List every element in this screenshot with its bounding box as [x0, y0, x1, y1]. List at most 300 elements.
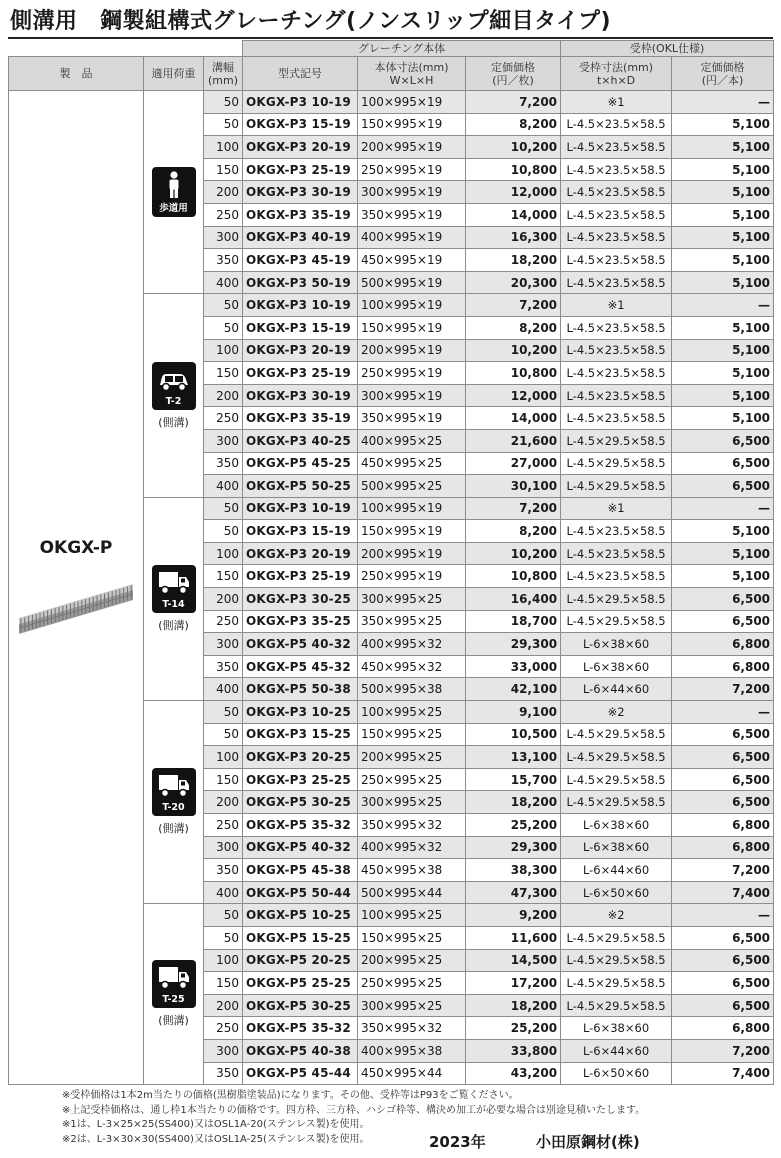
header-frame-price: 定価価格 (円／本)	[672, 57, 774, 91]
frame-dims-cell: L-4.5×23.5×58.5	[561, 542, 672, 565]
frame-dims-cell: L-6×44×60	[561, 1039, 672, 1062]
header-blank	[9, 41, 243, 57]
width-cell: 100	[204, 746, 243, 769]
frame-price-cell: 6,800	[672, 1017, 774, 1040]
price-cell: 38,300	[466, 859, 561, 882]
price-cell: 18,200	[466, 791, 561, 814]
frame-price-cell: 5,100	[672, 565, 774, 588]
width-cell: 400	[204, 271, 243, 294]
frame-price-cell: 6,800	[672, 836, 774, 859]
frame-dims-cell: ※1	[561, 91, 672, 114]
dims-cell: 150×995×19	[358, 113, 466, 136]
dims-cell: 150×995×25	[358, 926, 466, 949]
frame-price-cell: 6,500	[672, 926, 774, 949]
price-cell: 7,200	[466, 294, 561, 317]
price-cell: 42,100	[466, 678, 561, 701]
frame-dims-cell: L-6×38×60	[561, 633, 672, 656]
dims-cell: 200×995×19	[358, 542, 466, 565]
header-product: 製 品	[9, 57, 144, 91]
frame-price-cell: 5,100	[672, 520, 774, 543]
model-cell: OKGX-P3 25-19	[243, 158, 358, 181]
width-cell: 50	[204, 294, 243, 317]
model-cell: OKGX-P3 50-19	[243, 271, 358, 294]
dims-cell: 450×995×19	[358, 249, 466, 272]
frame-dims-cell: L-4.5×23.5×58.5	[561, 339, 672, 362]
width-cell: 50	[204, 926, 243, 949]
width-cell: 50	[204, 497, 243, 520]
price-cell: 8,200	[466, 316, 561, 339]
frame-price-cell: 5,100	[672, 407, 774, 430]
width-cell: 50	[204, 904, 243, 927]
model-cell: OKGX-P5 10-25	[243, 904, 358, 927]
dims-cell: 400×995×38	[358, 1039, 466, 1062]
frame-dims-cell: L-4.5×29.5×58.5	[561, 746, 672, 769]
price-cell: 10,200	[466, 136, 561, 159]
table-row	[9, 91, 774, 114]
dims-cell: 450×995×32	[358, 655, 466, 678]
frame-price-cell: 6,500	[672, 994, 774, 1017]
footer-company: 小田原鋼材(株)	[536, 1133, 640, 1151]
price-cell: 7,200	[466, 497, 561, 520]
width-cell: 400	[204, 475, 243, 498]
model-cell: OKGX-P3 25-25	[243, 768, 358, 791]
frame-dims-cell: L-4.5×23.5×58.5	[561, 181, 672, 204]
frame-dims-cell: L-4.5×23.5×58.5	[561, 565, 672, 588]
load-cell	[144, 701, 204, 904]
price-cell: 12,000	[466, 181, 561, 204]
frame-price-cell: 5,100	[672, 136, 774, 159]
car-icon	[156, 382, 192, 396]
frame-price-cell: —	[672, 91, 774, 114]
model-cell: OKGX-P5 45-25	[243, 452, 358, 475]
price-cell: 29,300	[466, 836, 561, 859]
dims-cell: 100×995×19	[358, 294, 466, 317]
width-cell: 300	[204, 226, 243, 249]
dims-cell: 500×995×44	[358, 881, 466, 904]
frame-dims-cell: ※2	[561, 701, 672, 724]
frame-dims-cell: L-4.5×23.5×58.5	[561, 136, 672, 159]
price-cell: 10,200	[466, 542, 561, 565]
price-cell: 18,200	[466, 249, 561, 272]
frame-dims-cell: L-4.5×23.5×58.5	[561, 362, 672, 385]
width-cell: 400	[204, 881, 243, 904]
frame-price-cell: 5,100	[672, 339, 774, 362]
frame-dims-cell: L-6×44×60	[561, 678, 672, 701]
price-cell: 16,300	[466, 226, 561, 249]
model-cell: OKGX-P3 15-19	[243, 316, 358, 339]
dims-cell: 400×995×19	[358, 226, 466, 249]
truck-icon	[156, 788, 192, 802]
price-cell: 14,500	[466, 949, 561, 972]
frame-dims-cell: L-4.5×29.5×58.5	[561, 429, 672, 452]
width-cell: 150	[204, 768, 243, 791]
header-load: 適用荷重	[144, 57, 204, 91]
dims-cell: 250×995×19	[358, 565, 466, 588]
load-sub: (側溝)	[158, 618, 189, 632]
width-cell: 250	[204, 407, 243, 430]
price-cell: 9,100	[466, 701, 561, 724]
header-width: 溝幅 (mm)	[204, 57, 243, 91]
width-cell: 50	[204, 520, 243, 543]
dims-cell: 500×995×19	[358, 271, 466, 294]
frame-price-cell: 7,400	[672, 1062, 774, 1085]
frame-price-cell: 7,400	[672, 881, 774, 904]
note-line: ※1は、L-3×25×25(SS400)又はOSL1A-20(ステンレス製)を使用。	[62, 1119, 370, 1130]
width-cell: 300	[204, 429, 243, 452]
price-cell: 9,200	[466, 904, 561, 927]
frame-dims-cell: L-4.5×29.5×58.5	[561, 994, 672, 1017]
load-sub: (側溝)	[158, 822, 189, 836]
model-cell: OKGX-P5 45-44	[243, 1062, 358, 1085]
frame-price-cell: 6,500	[672, 723, 774, 746]
frame-price-cell: 7,200	[672, 1039, 774, 1062]
dims-cell: 400×995×32	[358, 836, 466, 859]
note-line: ※上記受枠価格は、通し枠1本当たりの価格です。四方枠、三方枠、ハシゴ枠等、構決め加工が必要な場合は別途見積いたします。	[62, 1104, 646, 1116]
width-cell: 50	[204, 113, 243, 136]
price-cell: 20,300	[466, 271, 561, 294]
model-cell: OKGX-P3 40-19	[243, 226, 358, 249]
width-cell: 100	[204, 542, 243, 565]
dims-cell: 150×995×19	[358, 316, 466, 339]
width-cell: 300	[204, 1039, 243, 1062]
dims-cell: 100×995×19	[358, 91, 466, 114]
load-sub: (側溝)	[158, 415, 189, 429]
price-cell: 7,200	[466, 91, 561, 114]
model-cell: OKGX-P3 15-19	[243, 520, 358, 543]
model-cell: OKGX-P5 40-32	[243, 836, 358, 859]
frame-price-cell: 5,100	[672, 384, 774, 407]
frame-price-cell: 6,500	[672, 475, 774, 498]
model-cell: OKGX-P3 30-25	[243, 588, 358, 611]
grating-product-image	[17, 576, 135, 634]
note-line: ※2は、L-3×30×30(SS400)又はOSL1A-25(ステンレス製)を使用。	[62, 1133, 370, 1145]
truck-icon	[156, 585, 192, 599]
frame-price-cell: —	[672, 904, 774, 927]
width-cell: 350	[204, 452, 243, 475]
frame-price-cell: 5,100	[672, 181, 774, 204]
frame-price-cell: 6,800	[672, 655, 774, 678]
width-cell: 250	[204, 610, 243, 633]
model-cell: OKGX-P5 40-32	[243, 633, 358, 656]
model-cell: OKGX-P3 10-19	[243, 497, 358, 520]
width-cell: 250	[204, 203, 243, 226]
model-cell: OKGX-P5 50-38	[243, 678, 358, 701]
frame-price-cell: 5,100	[672, 113, 774, 136]
model-cell: OKGX-P3 45-19	[243, 249, 358, 272]
frame-price-cell: 5,100	[672, 249, 774, 272]
model-cell: OKGX-P5 50-44	[243, 881, 358, 904]
price-cell: 25,200	[466, 1017, 561, 1040]
dims-cell: 250×995×25	[358, 972, 466, 995]
frame-dims-cell: L-4.5×23.5×58.5	[561, 249, 672, 272]
price-cell: 17,200	[466, 972, 561, 995]
model-cell: OKGX-P3 25-19	[243, 362, 358, 385]
width-cell: 300	[204, 633, 243, 656]
width-cell: 400	[204, 678, 243, 701]
dims-cell: 200×995×25	[358, 746, 466, 769]
width-cell: 150	[204, 565, 243, 588]
frame-price-cell: 5,100	[672, 203, 774, 226]
price-cell: 27,000	[466, 452, 561, 475]
price-cell: 14,000	[466, 203, 561, 226]
frame-price-cell: 5,100	[672, 362, 774, 385]
width-cell: 200	[204, 791, 243, 814]
frame-price-cell: 7,200	[672, 678, 774, 701]
header-price: 定価価格 (円／枚)	[466, 57, 561, 91]
width-cell: 50	[204, 701, 243, 724]
frame-dims-cell: L-4.5×23.5×58.5	[561, 520, 672, 543]
price-cell: 12,000	[466, 384, 561, 407]
load-label: T-25	[162, 994, 185, 1006]
model-cell: OKGX-P5 50-25	[243, 475, 358, 498]
dims-cell: 200×995×19	[358, 339, 466, 362]
width-cell: 150	[204, 362, 243, 385]
frame-dims-cell: ※1	[561, 294, 672, 317]
frame-dims-cell: L-4.5×23.5×58.5	[561, 158, 672, 181]
frame-dims-cell: L-4.5×23.5×58.5	[561, 226, 672, 249]
dims-cell: 400×995×32	[358, 633, 466, 656]
product-name: OKGX-P	[39, 538, 113, 559]
width-cell: 100	[204, 136, 243, 159]
frame-dims-cell: L-4.5×23.5×58.5	[561, 407, 672, 430]
price-cell: 18,200	[466, 994, 561, 1017]
price-cell: 8,200	[466, 113, 561, 136]
width-cell: 200	[204, 181, 243, 204]
frame-price-cell: —	[672, 294, 774, 317]
dims-cell: 150×995×19	[358, 520, 466, 543]
model-cell: OKGX-P3 35-25	[243, 610, 358, 633]
model-cell: OKGX-P3 10-19	[243, 91, 358, 114]
load-cell	[144, 497, 204, 700]
width-cell: 350	[204, 249, 243, 272]
dims-cell: 250×995×25	[358, 768, 466, 791]
price-cell: 33,000	[466, 655, 561, 678]
price-cell: 43,200	[466, 1062, 561, 1085]
frame-dims-cell: L-4.5×23.5×58.5	[561, 203, 672, 226]
dims-cell: 100×995×25	[358, 701, 466, 724]
price-cell: 15,700	[466, 768, 561, 791]
model-cell: OKGX-P3 20-19	[243, 136, 358, 159]
frame-price-cell: 6,800	[672, 814, 774, 837]
frame-price-cell: 6,500	[672, 588, 774, 611]
price-cell: 10,800	[466, 362, 561, 385]
frame-dims-cell: L-6×38×60	[561, 655, 672, 678]
frame-dims-cell: L-4.5×23.5×58.5	[561, 384, 672, 407]
model-cell: OKGX-P5 20-25	[243, 949, 358, 972]
frame-price-cell: 5,100	[672, 271, 774, 294]
price-cell: 30,100	[466, 475, 561, 498]
dims-cell: 350×995×19	[358, 407, 466, 430]
frame-dims-cell: L-4.5×29.5×58.5	[561, 791, 672, 814]
frame-price-cell: 6,500	[672, 452, 774, 475]
load-badge	[152, 362, 196, 410]
frame-price-cell: 5,100	[672, 226, 774, 249]
width-cell: 250	[204, 1017, 243, 1040]
model-cell: OKGX-P5 25-25	[243, 972, 358, 995]
model-cell: OKGX-P3 25-19	[243, 565, 358, 588]
model-cell: OKGX-P3 35-19	[243, 203, 358, 226]
dims-cell: 350×995×19	[358, 203, 466, 226]
frame-price-cell: 6,500	[672, 610, 774, 633]
model-cell: OKGX-P3 20-25	[243, 746, 358, 769]
dims-cell: 500×995×25	[358, 475, 466, 498]
footer-year: 2023年	[429, 1133, 486, 1151]
frame-price-cell: 6,500	[672, 429, 774, 452]
dims-cell: 200×995×19	[358, 136, 466, 159]
frame-dims-cell: L-6×50×60	[561, 881, 672, 904]
frame-price-cell: 6,500	[672, 949, 774, 972]
model-cell: OKGX-P5 40-38	[243, 1039, 358, 1062]
frame-dims-cell: ※2	[561, 904, 672, 927]
model-cell: OKGX-P3 10-25	[243, 701, 358, 724]
price-cell: 13,100	[466, 746, 561, 769]
model-cell: OKGX-P3 15-25	[243, 723, 358, 746]
dims-cell: 100×995×25	[358, 904, 466, 927]
model-cell: OKGX-P5 30-25	[243, 791, 358, 814]
frame-dims-cell: L-6×38×60	[561, 836, 672, 859]
frame-dims-cell: L-4.5×29.5×58.5	[561, 972, 672, 995]
frame-dims-cell: L-6×38×60	[561, 1017, 672, 1040]
width-cell: 100	[204, 949, 243, 972]
truck-icon	[156, 980, 192, 994]
model-cell: OKGX-P3 20-19	[243, 542, 358, 565]
dims-cell: 250×995×19	[358, 158, 466, 181]
load-label: T-20	[162, 802, 185, 814]
width-cell: 250	[204, 814, 243, 837]
frame-dims-cell: L-4.5×29.5×58.5	[561, 723, 672, 746]
pedestrian-icon	[159, 189, 189, 203]
frame-dims-cell: L-4.5×23.5×58.5	[561, 271, 672, 294]
load-badge	[152, 565, 196, 613]
price-cell: 10,200	[466, 339, 561, 362]
frame-price-cell: 5,100	[672, 316, 774, 339]
frame-price-cell: 6,800	[672, 633, 774, 656]
frame-dims-cell: L-4.5×29.5×58.5	[561, 926, 672, 949]
frame-dims-cell: L-4.5×29.5×58.5	[561, 475, 672, 498]
frame-dims-cell: L-4.5×23.5×58.5	[561, 316, 672, 339]
dims-cell: 450×995×44	[358, 1062, 466, 1085]
frame-dims-cell: L-4.5×29.5×58.5	[561, 452, 672, 475]
width-cell: 150	[204, 158, 243, 181]
width-cell: 50	[204, 91, 243, 114]
frame-dims-cell: L-4.5×23.5×58.5	[561, 113, 672, 136]
frame-dims-cell: L-4.5×29.5×58.5	[561, 610, 672, 633]
model-cell: OKGX-P3 30-19	[243, 384, 358, 407]
frame-price-cell: 6,500	[672, 972, 774, 995]
price-cell: 33,800	[466, 1039, 561, 1062]
frame-dims-cell: L-6×50×60	[561, 1062, 672, 1085]
dims-cell: 100×995×19	[358, 497, 466, 520]
header-dims: 本体寸法(mm) W×L×H	[358, 57, 466, 91]
frame-dims-cell: L-6×44×60	[561, 859, 672, 882]
load-badge	[152, 960, 196, 1008]
dims-cell: 350×995×32	[358, 814, 466, 837]
price-cell: 8,200	[466, 520, 561, 543]
header-group-grating: グレーチング本体	[243, 41, 561, 57]
width-cell: 200	[204, 994, 243, 1017]
model-cell: OKGX-P3 10-19	[243, 294, 358, 317]
frame-price-cell: 6,500	[672, 791, 774, 814]
width-cell: 150	[204, 972, 243, 995]
price-cell: 16,400	[466, 588, 561, 611]
frame-dims-cell: L-4.5×29.5×58.5	[561, 949, 672, 972]
price-cell: 10,500	[466, 723, 561, 746]
price-cell: 47,300	[466, 881, 561, 904]
load-label: T-2	[165, 395, 182, 407]
frame-price-cell: 6,500	[672, 768, 774, 791]
load-cell	[144, 294, 204, 497]
load-cell	[144, 91, 204, 294]
frame-dims-cell: L-4.5×29.5×58.5	[561, 588, 672, 611]
width-cell: 100	[204, 339, 243, 362]
spec-table	[8, 40, 774, 1085]
width-cell: 350	[204, 655, 243, 678]
load-label: T-14	[162, 598, 185, 610]
width-cell: 50	[204, 723, 243, 746]
frame-price-cell: 6,500	[672, 746, 774, 769]
dims-cell: 400×995×25	[358, 429, 466, 452]
header-frame-dims: 受枠寸法(mm) t×h×D	[561, 57, 672, 91]
width-cell: 350	[204, 1062, 243, 1085]
page-title: 側溝用 鋼製組構式グレーチング(ノンスリップ細目タイプ)	[10, 9, 612, 34]
frame-dims-cell: L-4.5×29.5×58.5	[561, 768, 672, 791]
price-cell: 21,600	[466, 429, 561, 452]
price-cell: 10,800	[466, 158, 561, 181]
price-cell: 14,000	[466, 407, 561, 430]
load-cell	[144, 904, 204, 1085]
frame-price-cell: —	[672, 497, 774, 520]
dims-cell: 450×995×25	[358, 452, 466, 475]
load-sub: (側溝)	[158, 1014, 189, 1028]
dims-cell: 300×995×25	[358, 588, 466, 611]
model-cell: OKGX-P5 45-38	[243, 859, 358, 882]
frame-price-cell: —	[672, 701, 774, 724]
frame-dims-cell: L-6×38×60	[561, 814, 672, 837]
dims-cell: 300×995×25	[358, 791, 466, 814]
frame-price-cell: 5,100	[672, 158, 774, 181]
price-cell: 18,700	[466, 610, 561, 633]
model-cell: OKGX-P3 20-19	[243, 339, 358, 362]
price-cell: 25,200	[466, 814, 561, 837]
width-cell: 350	[204, 859, 243, 882]
note-line: ※受枠価格は1本2m当たりの価格(黒樹脂塗装品)になります。その他、受枠等はP93をご覧ください。	[62, 1090, 519, 1101]
frame-price-cell: 7,200	[672, 859, 774, 882]
dims-cell: 200×995×25	[358, 949, 466, 972]
dims-cell: 500×995×38	[358, 678, 466, 701]
product-cell	[9, 91, 144, 1085]
model-cell: OKGX-P5 15-25	[243, 926, 358, 949]
header-model: 型式記号	[243, 57, 358, 91]
width-cell: 200	[204, 588, 243, 611]
load-badge	[152, 167, 196, 217]
model-cell: OKGX-P3 15-19	[243, 113, 358, 136]
width-cell: 200	[204, 384, 243, 407]
width-cell: 300	[204, 836, 243, 859]
dims-cell: 450×995×38	[358, 859, 466, 882]
model-cell: OKGX-P3 30-19	[243, 181, 358, 204]
dims-cell: 250×995×19	[358, 362, 466, 385]
dims-cell: 300×995×25	[358, 994, 466, 1017]
model-cell: OKGX-P3 35-19	[243, 407, 358, 430]
dims-cell: 300×995×19	[358, 384, 466, 407]
header-group-frame: 受枠(OKL仕様)	[561, 41, 774, 57]
dims-cell: 150×995×25	[358, 723, 466, 746]
model-cell: OKGX-P5 35-32	[243, 814, 358, 837]
model-cell: OKGX-P3 40-25	[243, 429, 358, 452]
price-cell: 11,600	[466, 926, 561, 949]
model-cell: OKGX-P5 30-25	[243, 994, 358, 1017]
frame-dims-cell: ※1	[561, 497, 672, 520]
